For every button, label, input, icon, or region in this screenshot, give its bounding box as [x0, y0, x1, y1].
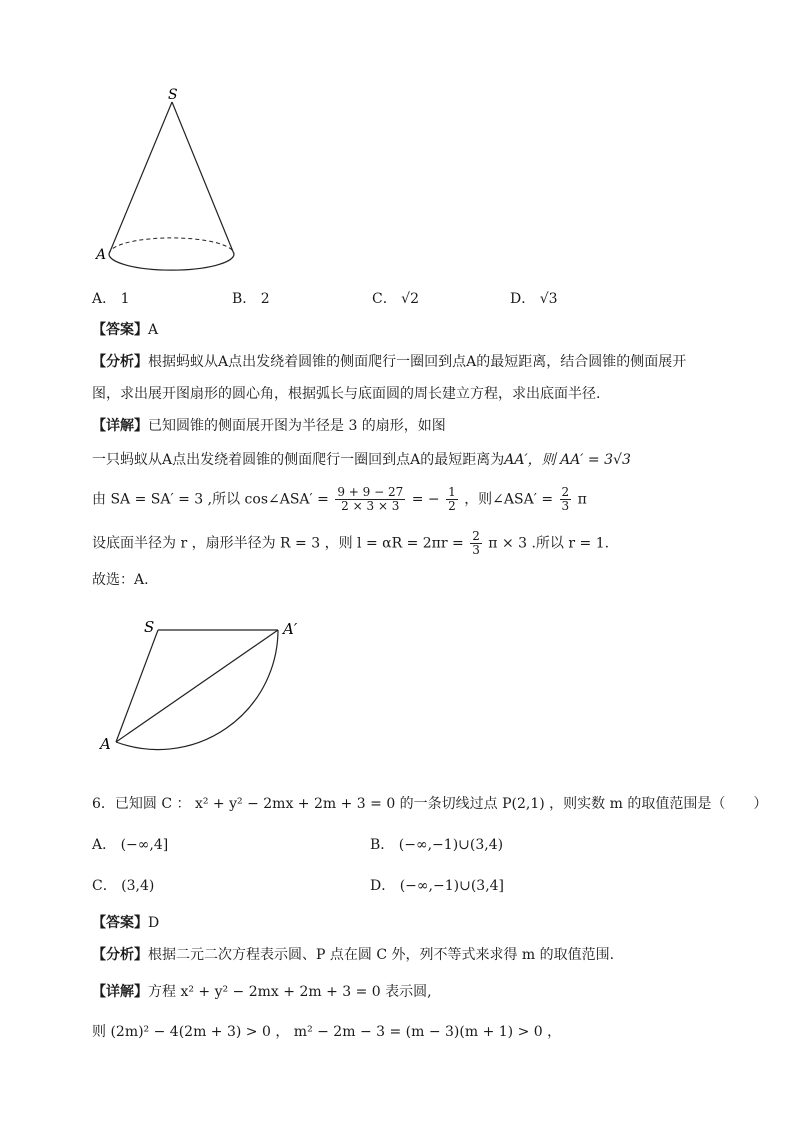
q5-analysis-line1: 【分析】根据蚂蚁从A点出发绕着圆锥的侧面爬行一圈回到点A的最短距离，结合圆锥的侧面展开: [92, 354, 687, 370]
label-A-prime: A′: [283, 620, 298, 638]
q5-detail-line3: 由 SA = SA′ = 3 ,所以 cos∠ASA′ = $\frac{9 + 9 - 27}{2 \times 3 \times 3}$ = − $\frac{1}{2}$ ，则∠ASA′ = $\frac{2}{3}$ π: [92, 485, 587, 513]
chord-AA-prime: [116, 630, 278, 742]
fraction: $\frac{2}{3}$: [561, 485, 570, 513]
q6-option-a: A． (−∞,4]: [92, 837, 169, 853]
label-A: A: [96, 247, 107, 263]
q5-analysis-line2: 图，求出展开图扇形的圆心角，根据弧长与底面圆的周长建立方程，求出底面半径.: [92, 386, 601, 402]
q5-detail-line2: 一只蚂蚁从A点出发绕着圆锥的侧面爬行一圈回到点A的最短距离为AA′，则 AA′ = 3√3: [92, 452, 631, 468]
option-b: B． 2: [232, 291, 270, 307]
option-c: C． √2: [372, 291, 419, 307]
q5-detail-line1: 【详解】已知圆锥的侧面展开图为半径是 3 的扇形，如图: [92, 418, 446, 434]
sector-left-edge: [116, 630, 158, 742]
label-S: S: [144, 618, 155, 636]
sector-figure: [94, 612, 314, 758]
fraction: $\frac{9 + 9 - 27}{2 \times 3 \times 3}$: [337, 485, 404, 513]
label-S: S: [168, 87, 178, 103]
cone-figure: [90, 82, 260, 282]
fraction: $\frac{1}{2}$: [448, 485, 456, 513]
q6-stem: 6．已知圆 C ： x² + y² − 2mx + 2m + 3 = 0 的一条切线过点 P(2,1) ，则实数 m 的取值范围是（ ）: [92, 796, 768, 812]
cone-base-hidden-arc: [109, 238, 234, 254]
q6-detail-line2: 则 (2m)² − 4(2m + 3) > 0 ， m² − 2m − 3 = (m − 3)(m + 1) > 0 ，: [92, 1024, 562, 1040]
label-A: A: [100, 735, 111, 753]
sector-arc: [116, 630, 278, 750]
q5-answer: 【答案】A: [92, 322, 159, 338]
fraction: $\frac{2}{3}$: [472, 529, 480, 557]
q6-detail-line1: 【详解】方程 x² + y² − 2mx + 2m + 3 = 0 表示圆,: [92, 984, 432, 1000]
cone-base-visible-arc: [109, 254, 234, 270]
q6-answer: 【答案】D: [92, 915, 160, 931]
q6-analysis: 【分析】根据二元二次方程表示圆、P 点在圆 C 外，列不等式来求得 m 的取值范围.: [92, 947, 615, 963]
q5-detail-line4: 设底面半径为 r ，扇形半径为 R = 3 ，则 l = αR = 2πr = $\frac{2}{3}$ π × 3 .所以 r = 1.: [92, 529, 610, 557]
q5-conclusion: 故选：A.: [92, 572, 149, 588]
q6-option-c: C． (3,4): [92, 878, 155, 894]
cone-right-edge: [172, 102, 234, 254]
q6-option-b: B． (−∞,−1)∪(3,4): [370, 837, 504, 853]
cone-left-edge: [109, 102, 172, 254]
option-d: D． √3: [510, 291, 558, 307]
option-a: A． 1: [92, 291, 130, 307]
q6-option-d: D． (−∞,−1)∪(3,4]: [370, 878, 505, 894]
